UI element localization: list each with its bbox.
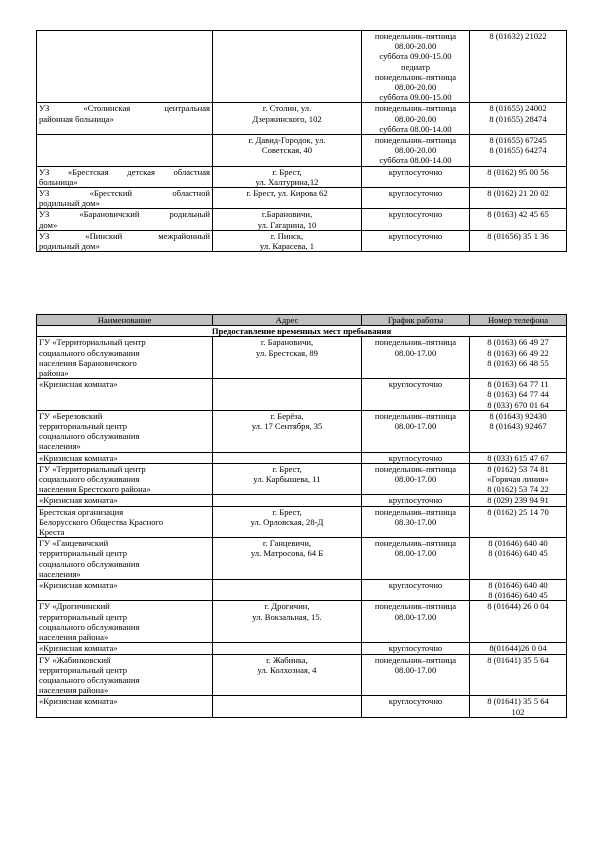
- cell-name: [37, 538, 213, 580]
- cell-schedule: [362, 495, 470, 506]
- schedule-line: понедельник–пятница: [374, 410, 457, 421]
- address-line: г. Давид-Городок, ул.: [248, 135, 326, 146]
- table-header-row: [37, 315, 567, 326]
- cell-phone: [470, 654, 567, 696]
- schedule-line: круглосуточно: [388, 188, 443, 199]
- phone-line: 8(01644)26 0 04: [489, 643, 547, 654]
- table-row: [37, 580, 567, 601]
- table-row: [37, 337, 567, 379]
- cell-name: [37, 495, 213, 506]
- cell-address: [213, 209, 362, 230]
- name-line: Белорусского Общества Красного: [39, 516, 164, 527]
- cell-address: [213, 643, 362, 654]
- name-line: населения»: [39, 568, 81, 579]
- schedule-line: 08.00-17.00: [394, 347, 437, 358]
- cell-phone: [470, 696, 567, 717]
- address-line: ул. Карасева, 1: [259, 241, 315, 252]
- table-row: [37, 209, 567, 230]
- name-line: дом»: [39, 219, 58, 230]
- schedule-line: 08.30-17.00: [394, 516, 437, 527]
- table-row: [37, 410, 567, 452]
- phone-line: 8 (01632) 21022: [489, 31, 547, 41]
- name-line: «Кризисная комната»: [39, 495, 118, 506]
- phone-line: 102: [511, 706, 525, 717]
- schedule-line: 08.00-17.00: [394, 421, 437, 432]
- cell-phone: [470, 209, 567, 230]
- cell-name: [37, 696, 213, 717]
- phone-line: 8 (033) 670 01 64: [487, 399, 549, 410]
- name-line: больница»: [39, 176, 78, 187]
- name-line: социального обслуживания: [39, 474, 140, 485]
- schedule-line: 08.00-17.00: [394, 548, 437, 559]
- schedule-line: суббота 09.00-15.00: [379, 51, 452, 62]
- cell-address: [213, 601, 362, 643]
- address-line: ул. Матросова, 64 Б: [250, 548, 324, 559]
- phone-line: 8 (0162) 25 14 70: [487, 506, 549, 517]
- cell-phone: [470, 230, 567, 251]
- phone-line: 8 (01655) 28474: [489, 113, 547, 124]
- cell-address: [213, 654, 362, 696]
- address-line: ул. 17 Сентября, 35: [251, 421, 323, 432]
- address-line: ул. Халтурина,12: [255, 176, 319, 187]
- cell-phone: [470, 463, 567, 495]
- table-row: [37, 188, 567, 209]
- name-line: «Кризисная комната»: [39, 643, 118, 654]
- cell-schedule: [362, 188, 470, 209]
- schedule-line: суббота 09.00-15.00: [379, 92, 452, 103]
- cell-address: [213, 379, 362, 411]
- schedule-line: 08.00-17.00: [394, 611, 437, 622]
- cell-schedule: [362, 463, 470, 495]
- phone-line: 8 (01641) 35 5 64: [487, 654, 549, 665]
- address-line: ул. Карбышева, 11: [253, 474, 321, 485]
- cell-schedule: [362, 230, 470, 251]
- phone-line: 8 (01655) 67245: [489, 135, 547, 146]
- cell-address: [213, 188, 362, 209]
- schedule-line: понедельник–пятница: [374, 654, 457, 665]
- cell-name: [37, 506, 213, 538]
- name-line: УЗ «Брестский областной: [39, 188, 210, 199]
- name-line: УЗ «Брестская детская областная: [39, 166, 210, 177]
- cell-schedule: [362, 506, 470, 538]
- cell-phone: [470, 410, 567, 452]
- cell-name: [37, 188, 213, 209]
- cell-address: [213, 103, 362, 135]
- address-line: г.Барановичи,: [261, 209, 313, 220]
- cell-name: [37, 31, 213, 103]
- phone-line: 8 (01644) 26 0 04: [487, 601, 549, 612]
- cell-name: [37, 410, 213, 452]
- address-line: Советская, 40: [261, 145, 313, 156]
- schedule-line: понедельник–пятница: [374, 601, 457, 612]
- schedule-line: понедельник–пятница: [374, 506, 457, 517]
- address-line: г. Столин, ул.: [262, 103, 312, 114]
- section-row: [37, 326, 567, 337]
- name-line: ГУ «Территориальный центр: [39, 463, 146, 474]
- cell-phone: [470, 103, 567, 135]
- cell-name: [37, 379, 213, 411]
- phone-line: 8 (0163) 42 45 65: [487, 209, 549, 220]
- address-line: г. Барановичи,: [260, 337, 314, 348]
- cell-schedule: [362, 410, 470, 452]
- name-line: Брестская организация: [39, 506, 124, 517]
- cell-name: [37, 463, 213, 495]
- schedule-line: круглосуточно: [388, 580, 443, 591]
- cell-schedule: [362, 135, 470, 167]
- cell-address: [213, 410, 362, 452]
- phone-line: 8 (0163) 66 49 27: [487, 337, 549, 348]
- name-line: УЗ «Пинский межрайонный: [39, 230, 210, 241]
- cell-address: [213, 337, 362, 379]
- cell-name: [37, 601, 213, 643]
- schedule-line: 08.00-17.00: [394, 664, 437, 675]
- phone-line: 8 (01655) 24002: [489, 103, 547, 114]
- name-line: района»: [39, 368, 69, 379]
- cell-phone: [470, 452, 567, 463]
- cell-address: [213, 580, 362, 601]
- cell-address: [213, 696, 362, 717]
- address-line: ул. Гагарина, 10: [257, 219, 317, 230]
- name-line: «Кризисная комната»: [39, 452, 118, 463]
- name-line: «Кризисная комната»: [39, 580, 118, 591]
- cell-schedule: [362, 643, 470, 654]
- phone-line: 8 (01646) 640 40: [488, 580, 548, 591]
- cell-phone: [470, 506, 567, 538]
- phone-line: 8 (029) 239 94 91: [487, 495, 549, 506]
- phone-line: 8 (01646) 640 40: [488, 538, 548, 549]
- phone-line: 8 (01643) 92430: [489, 410, 547, 421]
- name-line: населения Барановичского: [39, 357, 137, 368]
- schedule-line: круглосуточно: [388, 495, 443, 506]
- name-line: территориальный центр: [39, 664, 127, 675]
- cell-address: [213, 506, 362, 538]
- cell-phone: [470, 166, 567, 187]
- name-line: ГУ «Жабинковский: [39, 654, 111, 665]
- address-line: Дзержинского, 102: [252, 113, 322, 124]
- cell-name: [37, 337, 213, 379]
- phone-line: 8 (0162) 53 74 22: [487, 484, 549, 495]
- header-phone: Номер телефона: [470, 315, 567, 326]
- phone-line: 8 (01656) 35 1 36: [487, 230, 549, 241]
- phone-line: 8 (0163) 64 77 11: [487, 379, 549, 390]
- table-row: [37, 103, 567, 135]
- cell-schedule: [362, 209, 470, 230]
- cell-schedule: [362, 379, 470, 411]
- table-row: [37, 601, 567, 643]
- name-line: районная больница»: [39, 113, 114, 124]
- phone-line: 8 (0163) 66 49 22: [487, 347, 549, 358]
- name-line: УЗ «Барановичский родильный: [39, 209, 210, 220]
- header-schedule: График работы: [362, 315, 470, 326]
- schedule-line: круглосуточно: [388, 643, 443, 654]
- cell-address: [213, 538, 362, 580]
- phone-line: 8 (01655) 64274: [489, 145, 547, 156]
- table-row: [37, 452, 567, 463]
- schedule-line: суббота 08.00-14.00: [379, 155, 452, 166]
- cell-phone: [470, 601, 567, 643]
- schedule-line: круглосуточно: [388, 696, 443, 707]
- schedule-line: 08.00-20.00: [394, 82, 437, 93]
- schedule-line: суббота 08.00-14.00: [379, 123, 452, 134]
- schedule-line: понедельник–пятница: [374, 135, 457, 146]
- phone-line: 8 (01646) 640 45: [488, 590, 548, 601]
- header-name: Наименование: [37, 315, 213, 326]
- cell-address: [213, 166, 362, 187]
- cell-phone: [470, 188, 567, 209]
- phone-line: 8 (01641) 35 5 64: [487, 696, 549, 707]
- schedule-line: круглосуточно: [388, 230, 443, 241]
- address-line: ул. Орловская, 28-Д: [250, 516, 324, 527]
- address-line: ул. Колхозная, 4: [257, 664, 317, 675]
- cell-address: [213, 230, 362, 251]
- schedule-line: круглосуточно: [388, 209, 443, 220]
- name-line: территориальный центр: [39, 548, 127, 559]
- cell-phone: [470, 379, 567, 411]
- address-line: г. Брест,: [272, 463, 302, 474]
- cell-phone: [470, 643, 567, 654]
- address-line: ул. Брестская, 89: [256, 347, 318, 358]
- name-line: ГУ «Березовский: [39, 410, 103, 421]
- cell-phone: [470, 135, 567, 167]
- table-row: [37, 643, 567, 654]
- address-line: г. Жабинка,: [266, 654, 308, 665]
- cell-name: [37, 209, 213, 230]
- cell-name: [37, 452, 213, 463]
- cell-address: [213, 135, 362, 167]
- cell-name: [37, 580, 213, 601]
- phone-line: 8 (0162) 95 00 56: [487, 166, 549, 177]
- cell-schedule: [362, 654, 470, 696]
- cell-phone: [470, 580, 567, 601]
- cell-schedule: [362, 601, 470, 643]
- table-row: [37, 495, 567, 506]
- schedule-line: понедельник–пятница: [374, 463, 457, 474]
- name-line: социального обслуживания: [39, 431, 140, 442]
- cell-schedule: [362, 452, 470, 463]
- schedule-line: понедельник–пятница: [374, 538, 457, 549]
- name-line: населения»: [39, 441, 81, 452]
- address-line: г. Брест, ул. Кирова 62: [246, 188, 328, 199]
- address-line: г. Ганцевичи,: [262, 538, 312, 549]
- name-line: Креста: [39, 527, 65, 538]
- cell-phone: [470, 31, 567, 103]
- cell-phone: [470, 538, 567, 580]
- name-line: территориальный центр: [39, 611, 127, 622]
- phone-line: «Горячая линия»: [487, 474, 549, 485]
- medical-institutions-table: [36, 30, 567, 252]
- cell-address: [213, 495, 362, 506]
- name-line: «Кризисная комната»: [39, 379, 118, 390]
- cell-name: [37, 643, 213, 654]
- name-line: социального обслуживания: [39, 558, 140, 569]
- cell-schedule: [362, 696, 470, 717]
- phone-line: 8 (0163) 64 77 44: [487, 389, 549, 400]
- cell-schedule: [362, 103, 470, 135]
- schedule-line: круглосуточно: [388, 452, 443, 463]
- schedule-line: понедельник–пятница: [374, 31, 457, 41]
- name-line: территориальный центр: [39, 421, 127, 432]
- address-line: г. Дрогичин,: [264, 601, 310, 612]
- cell-address: [213, 452, 362, 463]
- schedule-line: 08.00-20.00: [394, 145, 437, 156]
- name-line: ГУ «Территориальный центр: [39, 337, 146, 348]
- cell-name: [37, 135, 213, 167]
- phone-line: 8 (033) 615 47 67: [487, 452, 549, 463]
- cell-schedule: [362, 580, 470, 601]
- header-address: Адрес: [213, 315, 362, 326]
- address-line: г. Берёза,: [270, 410, 304, 421]
- phone-line: 8 (01643) 92467: [489, 421, 547, 432]
- table-row: [37, 166, 567, 187]
- cell-schedule: [362, 166, 470, 187]
- name-line: ГУ «Дрогичинский: [39, 601, 110, 612]
- cell-schedule: [362, 337, 470, 379]
- temporary-stay-table: [36, 314, 567, 718]
- schedule-line: 08.00-20.00: [394, 41, 437, 52]
- schedule-line: понедельник–пятница: [374, 71, 457, 82]
- schedule-line: 08.00-20.00: [394, 113, 437, 124]
- table-row: [37, 654, 567, 696]
- cell-name: [37, 230, 213, 251]
- cell-name: [37, 103, 213, 135]
- cell-phone: [470, 495, 567, 506]
- cell-name: [37, 166, 213, 187]
- table-row: [37, 463, 567, 495]
- schedule-line: педиатр: [400, 61, 431, 72]
- schedule-line: понедельник–пятница: [374, 337, 457, 348]
- name-line: родильный дом»: [39, 241, 100, 252]
- cell-phone: [470, 337, 567, 379]
- name-line: социального обслуживания: [39, 674, 140, 685]
- cell-name: [37, 654, 213, 696]
- phone-line: 8 (0163) 66 48 55: [487, 357, 549, 368]
- table-row: [37, 230, 567, 251]
- name-line: населения района»: [39, 685, 109, 696]
- name-line: родильный дом»: [39, 198, 100, 209]
- phone-line: 8 (0162) 53 74 81: [487, 463, 549, 474]
- schedule-line: круглосуточно: [388, 379, 443, 390]
- address-line: г. Брест,: [272, 166, 302, 177]
- name-line: социального обслуживания: [39, 347, 140, 358]
- phone-line: 8 (01646) 640 45: [488, 548, 548, 559]
- table-row: [37, 379, 567, 411]
- table-row: [37, 696, 567, 717]
- name-line: ГУ «Ганцевичский: [39, 538, 109, 549]
- table-row: [37, 135, 567, 167]
- name-line: населения района»: [39, 632, 109, 643]
- name-line: населения Брестского района»: [39, 484, 151, 495]
- address-line: г. Брест,: [272, 506, 302, 517]
- schedule-line: круглосуточно: [388, 166, 443, 177]
- cell-schedule: [362, 31, 470, 103]
- cell-address: [213, 31, 362, 103]
- schedule-line: понедельник–пятница: [374, 103, 457, 114]
- table-row: [37, 506, 567, 538]
- table-row: [37, 538, 567, 580]
- section-title: Предоставление временных мест пребывания: [37, 326, 567, 337]
- cell-address: [213, 463, 362, 495]
- name-line: УЗ «Столинская центральная: [39, 103, 210, 114]
- name-line: «Кризисная комната»: [39, 696, 118, 707]
- cell-schedule: [362, 538, 470, 580]
- address-line: г. Пинск,: [270, 230, 304, 241]
- table-row: [37, 31, 567, 103]
- name-line: социального обслуживания: [39, 621, 140, 632]
- schedule-line: 08.00-17.00: [394, 474, 437, 485]
- address-line: ул. Вокзальная, 15.: [252, 611, 322, 622]
- phone-line: 8 (0162) 21 20 02: [487, 188, 549, 199]
